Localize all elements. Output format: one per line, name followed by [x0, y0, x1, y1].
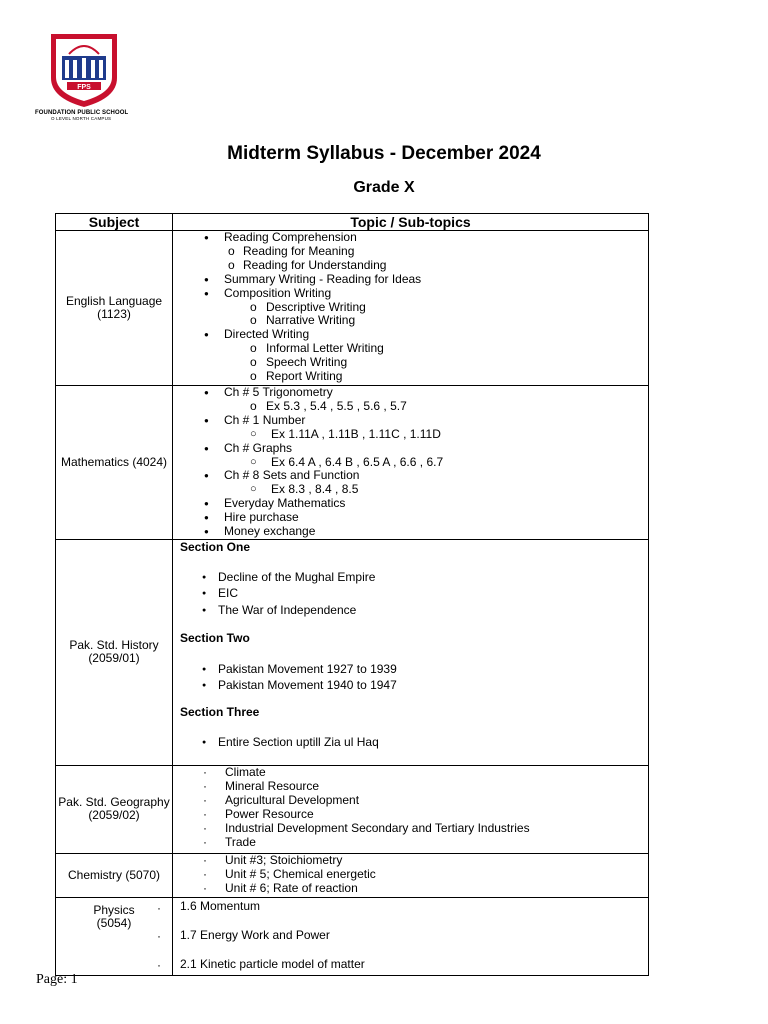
subject-cell: Pak. Std. Geography (2059/02): [56, 765, 173, 853]
topic-list: [173, 734, 648, 750]
page-title: Midterm Syllabus - December 2024: [227, 143, 541, 164]
list-item: o Descriptive Writing: [173, 301, 648, 315]
list-item: ● The War of Independence: [173, 602, 648, 618]
list-item: o Narrative Writing: [173, 314, 648, 328]
list-item: · Climate: [173, 766, 648, 780]
topics-cell: [173, 539, 649, 765]
topic-list: [173, 766, 648, 849]
topics-cell: [173, 897, 649, 975]
school-logo: [35, 32, 135, 121]
list-item: o Speech Writing: [173, 356, 648, 370]
list-item: ● Pakistan Movement 1940 to 1947: [173, 677, 648, 693]
list-item: ● Entire Section uptill Zia ul Haq: [173, 734, 648, 750]
table-row: [56, 386, 649, 540]
list-item: ○ Ex 8.3 , 8.4 , 8.5: [173, 483, 648, 497]
syllabus-table: [55, 213, 649, 976]
list-item: · Industrial Development Secondary and Tertiary Industries: [173, 822, 648, 836]
list-item: 2.1 Kinetic particle model of matter: [180, 956, 365, 971]
campus-name: O LEVEL NORTH CAMPUS: [51, 116, 112, 121]
list-item: ● Reading Comprehension: [173, 231, 648, 245]
list-item: · Unit #3; Stoichiometry: [173, 854, 648, 868]
section-heading: Section Three: [180, 705, 260, 720]
subject-cell: English Language (1123): [56, 231, 173, 386]
list-item: o Reading for Understanding: [173, 259, 648, 273]
subject-cell: Pak. Std. History (2059/01): [56, 539, 173, 765]
list-item: · Power Resource: [173, 808, 648, 822]
list-item: ● Ch # 1 Number: [173, 414, 648, 428]
list-item: ● Hire purchase: [173, 511, 648, 525]
subject-header: Subject: [56, 214, 173, 231]
table-row: [56, 231, 649, 386]
table-row: [56, 539, 649, 765]
grade-heading: Grade X: [353, 179, 415, 196]
topic-header: Topic / Sub-topics: [173, 214, 649, 231]
list-item: · Unit # 5; Chemical energetic: [173, 868, 648, 882]
list-item: o Reading for Meaning: [173, 245, 648, 259]
subject-cell: Mathematics (4024): [56, 386, 173, 540]
bullet-marker: ·: [157, 928, 161, 943]
list-item: ○ Ex 6.4 A , 6.4 B , 6.5 A , 6.6 , 6.7: [173, 456, 648, 470]
topic-list: [173, 231, 648, 384]
list-item: 1.6 Momentum: [180, 898, 261, 913]
list-item: ○ Ex 1.11A , 1.11B , 1.11C , 1.11D: [173, 428, 648, 442]
table-row: [56, 897, 649, 975]
topics-cell: [173, 386, 649, 540]
list-item: ● Summary Writing - Reading for Ideas: [173, 273, 648, 287]
list-item: o Report Writing: [173, 370, 648, 384]
subject-cell: Chemistry (5070): [56, 853, 173, 897]
list-item: · Mineral Resource: [173, 780, 648, 794]
section-heading: Section One: [180, 539, 251, 554]
list-item: ● Pakistan Movement 1927 to 1939: [173, 661, 648, 677]
list-item: 1.7 Energy Work and Power: [180, 927, 330, 942]
topic-list: [173, 386, 648, 539]
topic-list: [173, 569, 648, 618]
list-item: ● Ch # 5 Trigonometry: [173, 386, 648, 400]
list-item: · Agricultural Development: [173, 794, 648, 808]
list-item: ● Directed Writing: [173, 328, 648, 342]
list-item: · Unit # 6; Rate of reaction: [173, 882, 648, 896]
bullet-marker: ·: [157, 957, 161, 972]
list-item: ● Ch # Graphs: [173, 442, 648, 456]
subject-label: Physics (5054): [93, 902, 135, 930]
topics-cell: [173, 853, 649, 897]
section-heading: Section Two: [180, 630, 250, 645]
topic-list: [173, 661, 648, 694]
list-item: ● Everyday Mathematics: [173, 497, 648, 511]
bullet-marker: ·: [157, 900, 161, 915]
list-item: o Informal Letter Writing: [173, 342, 648, 356]
svg-text:FPS: FPS: [77, 84, 91, 91]
list-item: ● EIC: [173, 585, 648, 601]
list-item: ● Ch # 8 Sets and Function: [173, 469, 648, 483]
topic-list: [173, 854, 648, 896]
subject-cell: [56, 897, 173, 975]
table-row: [56, 853, 649, 897]
page-number: Page: 1: [36, 972, 78, 987]
list-item: ● Money exchange: [173, 525, 648, 539]
table-header-row: [56, 214, 649, 231]
topics-cell: [173, 231, 649, 386]
list-item: o Ex 5.3 , 5.4 , 5.5 , 5.6 , 5.7: [173, 400, 648, 414]
school-crest-icon: [49, 32, 119, 108]
list-item: · Trade: [173, 836, 648, 850]
list-item: ● Decline of the Mughal Empire: [173, 569, 648, 585]
topics-cell: [173, 765, 649, 853]
table-row: [56, 765, 649, 853]
school-name: FOUNDATION PUBLIC SCHOOL: [35, 110, 129, 116]
list-item: ● Composition Writing: [173, 287, 648, 301]
